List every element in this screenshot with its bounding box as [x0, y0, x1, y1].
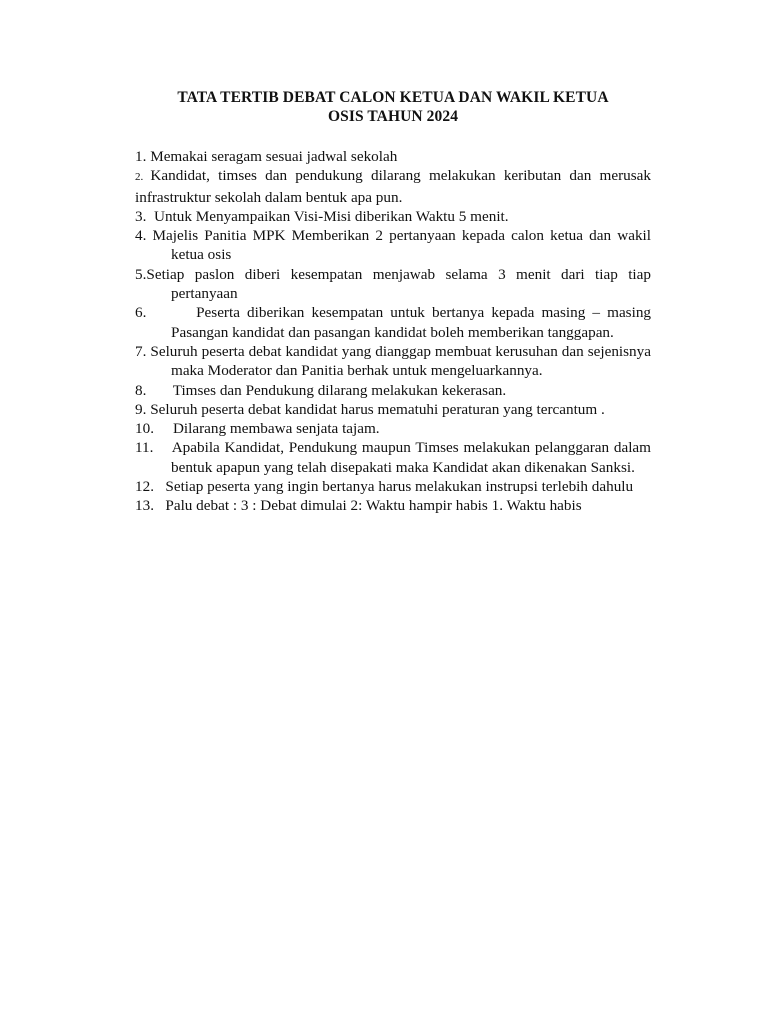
rule-item-13	[135, 496, 651, 515]
rule-number: 3.	[135, 207, 154, 225]
rule-number: 2.	[135, 171, 151, 184]
rule-text: Majelis Panitia MPK Memberikan 2 pertanyaan kepada calon ketua dan wakil ketua osis	[152, 227, 651, 264]
rule-item-6	[135, 303, 651, 342]
rule-text: Seluruh peserta debat kandidat harus mematuhi peraturan yang tercantum .	[150, 400, 605, 418]
title-line-1: TATA TERTIB DEBAT CALON KETUA DAN WAKIL KETUA	[177, 89, 609, 106]
rule-number: 12.	[135, 478, 166, 496]
rule-item-8	[135, 381, 651, 400]
rule-number: 13.	[135, 497, 166, 515]
rule-item-3	[135, 207, 651, 226]
rule-number: 7.	[135, 342, 151, 360]
rule-text: Kandidat, timses dan pendukung dilarang melakukan keributan dan merusak infrastruktur sekolah dalam bentuk apa pun.	[135, 167, 651, 206]
rule-text: Untuk Menyampaikan Visi-Misi diberikan Waktu 5 menit.	[153, 207, 509, 225]
rule-number: 5.	[135, 265, 147, 283]
rule-text: Dilarang membawa senjata tajam.	[172, 420, 380, 438]
rule-number: 6.	[135, 304, 197, 322]
rule-item-12	[135, 477, 651, 496]
rule-number: 8.	[135, 381, 173, 399]
document-title	[118, 88, 668, 126]
rule-item-4	[135, 226, 651, 265]
rule-number: 10.	[135, 420, 173, 438]
rule-text: Setiap peserta yang ingin bertanya harus melakukan instrupsi terlebih dahulu	[165, 478, 634, 496]
rule-item-10	[135, 419, 651, 438]
rule-number: 9.	[135, 400, 151, 418]
rule-item-9	[135, 400, 651, 419]
rule-number: 11.	[135, 439, 172, 457]
rule-item-11	[135, 438, 651, 477]
rule-text: Memakai seragam sesuai jadwal sekolah	[150, 148, 398, 165]
rule-item-7	[135, 342, 651, 381]
rule-text: Peserta diberikan kesempatan untuk bertanya kepada masing – masing Pasangan kandidat dan pasangan kandidat boleh memberikan tanggapan.	[171, 304, 652, 341]
rule-number: 1.	[135, 148, 151, 165]
rule-item-5	[135, 265, 651, 304]
rule-text: Seluruh peserta debat kandidat yang dianggap membuat kerusuhan dan sejenisnya maka Moderator dan Panitia berhak untuk mengeluarkannya.	[150, 342, 651, 380]
rule-number: 4.	[135, 227, 153, 245]
title-line-2: OSIS TAHUN 2024	[327, 108, 459, 125]
rule-item-1	[135, 147, 651, 166]
rule-text: Palu debat : 3 : Debat dimulai 2: Waktu hampir habis 1. Waktu habis	[165, 497, 582, 515]
rule-item-2	[135, 166, 651, 207]
rule-text: Apabila Kandidat, Pendukung maupun Timses melakukan pelanggaran dalam bentuk apapun yang telah disepakati maka Kandidat akan dikenakan Sanksi.	[171, 439, 651, 476]
rule-text: Setiap paslon diberi kesempatan menjawab selama 3 menit dari tiap tiap pertanyaan	[146, 265, 651, 303]
rule-text: Timses dan Pendukung dilarang melakukan kekerasan.	[172, 381, 507, 399]
rules-list	[135, 147, 651, 516]
